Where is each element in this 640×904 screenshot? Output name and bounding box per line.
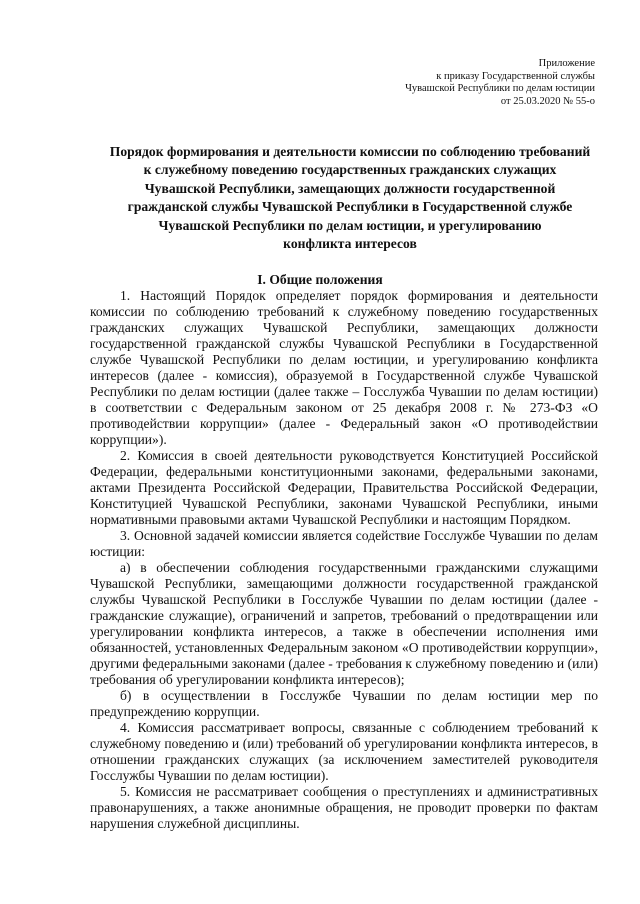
paragraph: 1. Настоящий Порядок определяет порядок формирования и деятельности комиссии по соблюдению требований к служебному поведению государственных гражданских служащих Чувашской Республики, замещающих должности государственной гражданской службы Чувашской Республики в Государственной службе Чувашской Республики по делам юстиции, и урегулированию конфликта интересов (далее - комиссия), образуемой в Государственной службе Чувашской Республики по делам юстиции (далее также – Госслужба Чувашии по делам юстиции) в соответствии с Федеральным законом от 25 декабря 2008 г. № 273-ФЗ «О противодействии коррупции» (далее - Федеральный закон «О противодействии коррупции»). — [90, 288, 598, 447]
appendix-note — [405, 58, 595, 108]
paragraph: 3. Основной задачей комиссии является содействие Госслужбе Чувашии по делам юстиции: — [90, 528, 598, 559]
title-line: Чувашской Республики по делам юстиции, и урегулированию — [158, 217, 542, 233]
title-line: Чувашской Республики, замещающих должности государственной — [144, 180, 556, 196]
appendix-line: Приложение — [538, 58, 595, 69]
section-heading: I. Общие положения — [257, 272, 383, 287]
paragraph: а) в обеспечении соблюдения государственными гражданскими служащими Чувашской Республики, замещающими должности государственной гражданской службы Чувашской Республики в Госслужбе Чувашии по делам юстиции (далее - гражданские служащие), ограничений и запретов, требований о предотвращении или урегулировании конфликта интересов, а также в обеспечении исполнения ими обязанностей, установленных Федеральным законом «О противодействии коррупции», другими федеральными законами (далее - требования к служебному поведению и (или) требования об урегулировании конфликта интересов); — [90, 560, 598, 687]
title-line: конфликта интересов — [283, 236, 417, 252]
paragraph: 5. Комиссия не рассматривает сообщения о преступлениях и административных правонарушениях, а также анонимные обращения, не проводит проверки по фактам нарушения служебной дисциплины. — [90, 784, 598, 831]
appendix-line: от 25.03.2020 № 55-о — [500, 95, 595, 107]
title-line: гражданской службы Чувашской Республики в Государственной службе — [127, 199, 573, 215]
document-body — [90, 288, 598, 832]
appendix-line: к приказу Государственной службы — [436, 70, 595, 82]
paragraph: 4. Комиссия рассматривает вопросы, связанные с соблюдением требований к служебному поведению и (или) требований об урегулировании конфликта интересов, в отношении гражданских служащих (за исключением заместителей руководителя Госслужбы Чувашии по делам юстиции). — [90, 720, 598, 783]
document-title — [80, 143, 620, 253]
paragraph: б) в осуществлении в Госслужбе Чувашии по делам юстиции мер по предупреждению коррупции. — [90, 688, 598, 719]
title-line: к служебному поведению государственных гражданских служащих — [143, 162, 557, 178]
appendix-line: Чувашской Республики по делам юстиции — [405, 83, 595, 94]
title-line: Порядок формирования и деятельности комиссии по соблюдению требований — [109, 144, 591, 159]
paragraph: 2. Комиссия в своей деятельности руководствуется Конституцией Российской Федерации, федеральными конституционными законами, федеральными законами, актами Президента Российской Федерации, Правительства Российской Федерации, Конституцией Чувашской Республики, законами Чувашской Республики, иными нормативными правовыми актами Чувашской Республики и настоящим Порядком. — [90, 448, 598, 527]
